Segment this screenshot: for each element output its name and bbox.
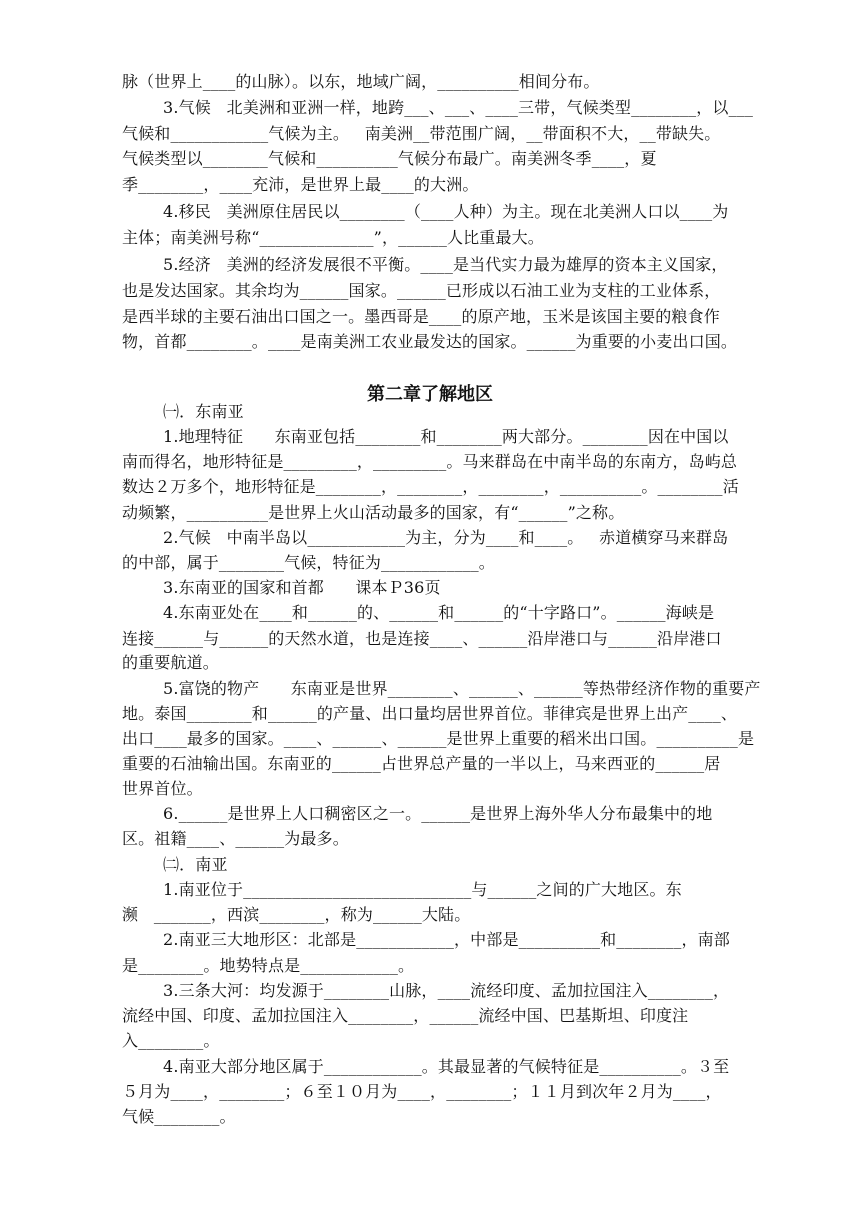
text-line: 5.经济 美洲的经济发展很不平衡。____是当代实力最为雄厚的资本主义国家，: [163, 255, 728, 274]
text-line: 动频繁，__________是世界上火山活动最多的国家，有“______”之称。: [122, 503, 625, 522]
text-line: 6.______是世界上人口稠密区之一。______是世界上海外华人分布最集中的地: [163, 804, 713, 823]
text-line: 2.气候 中南半岛以____________为主，分为____和____。 赤道横穿马来群岛: [163, 528, 729, 547]
text-line: 4.南亚大部分地区属于____________。其最显著的气候特征是__________。３至: [163, 1057, 730, 1076]
text-line: 气候和____________气候为主。 南美洲__带范围广阔，__带面积不大，__带缺失。: [122, 124, 721, 143]
text-line: ㈠．东南亚: [163, 402, 244, 421]
text-line: 1.地理特征 东南亚包括________和________两大部分。________因在中国以: [163, 427, 729, 446]
text-line: 区。祖籍____、______为最多。: [122, 829, 349, 848]
text-line: 5.富饶的物产 东南亚是世界________、______、______等热带经济作物的重要产: [163, 679, 761, 698]
text-line: 季________，____充沛，是世界上最____的大洲。: [122, 175, 479, 194]
text-line: 的重要航道。: [122, 653, 219, 672]
text-line: ㈡．南亚: [163, 855, 228, 874]
text-line: 出口____最多的国家。____、______、______是世界上重要的稻米出口国。__________是: [122, 729, 755, 748]
text-line: 2.南亚三大地形区：北部是____________，中部是__________和________，南部: [163, 930, 730, 949]
text-line: 濒 _______，西滨________，称为______大陆。: [122, 905, 471, 924]
text-line: 的中部，属于________气候，特征为____________。: [122, 553, 495, 572]
text-line: 也是发达国家。其余均为______国家。______已形成以石油工业为支柱的工业体系，: [122, 281, 721, 300]
text-line: 连接______与______的天然水道，也是连接____、______沿岸港口与______沿岸港口: [122, 629, 722, 648]
text-line: 3.三条大河：均发源于________山脉，____流经印度、孟加拉国注入________，: [163, 981, 730, 1000]
text-line: 主体；南美洲号称“______________”，______人比重最大。: [122, 228, 544, 247]
text-line: 是________。地势特点是____________。: [122, 956, 415, 975]
text-line: 3.气候 北美洲和亚洲一样，地跨___、___、____三带，气候类型________，以___: [163, 98, 754, 117]
text-line: 流经中国、印度、孟加拉国注入________，______流经中国、巴基斯坦、印度注: [122, 1006, 689, 1025]
text-line: 是西半球的主要石油出口国之一。墨西哥是____的原产地，玉米是该国主要的粮食作: [122, 307, 720, 326]
text-line: 重要的石油输出国。东南亚的______占世界总产量的一半以上，马来西亚的______居: [122, 754, 721, 773]
text-line: 4.东南亚处在____和______的、______和______的“十字路口”。______海峡是: [163, 603, 715, 622]
text-line: 气候________。: [122, 1107, 236, 1126]
text-line: 4.移民 美洲原住居民以________（____人种）为主。现在北美洲人口以____为: [163, 202, 729, 221]
text-line: 脉（世界上____的山脉）。以东，地域广阔，__________相间分布。: [122, 72, 600, 91]
text-line: 南而得名，地形特征是_________，_________。马来群岛在中南半岛的东南方，岛屿总: [122, 452, 738, 471]
text-line: 气候类型以________气候和__________气候分布最广。南美洲冬季____，夏: [122, 149, 657, 168]
text-line: ５月为____，________；６至１０月为____，________；１１月到次年２月为____，: [122, 1082, 722, 1101]
text-line: 3.东南亚的国家和首都 课本Ｐ36页: [163, 578, 441, 597]
text-line: 入________。: [122, 1031, 220, 1050]
chapter-title: 第二章了解地区: [367, 384, 493, 405]
text-line: 世界首位。: [122, 779, 203, 798]
text-line: 1.南亚位于____________________________与______之间的广大地区。东: [163, 880, 682, 899]
text-line: 地。泰国________和______的产量、出口量均居世界首位。菲律宾是世界上出产____、: [122, 704, 738, 723]
text-line: 物，首都________。____是南美洲工农业最发达的国家。______为重要的小麦出口国。: [122, 332, 738, 351]
text-line: 数达２万多个，地形特征是________，________，________，__________。________活: [122, 477, 739, 496]
